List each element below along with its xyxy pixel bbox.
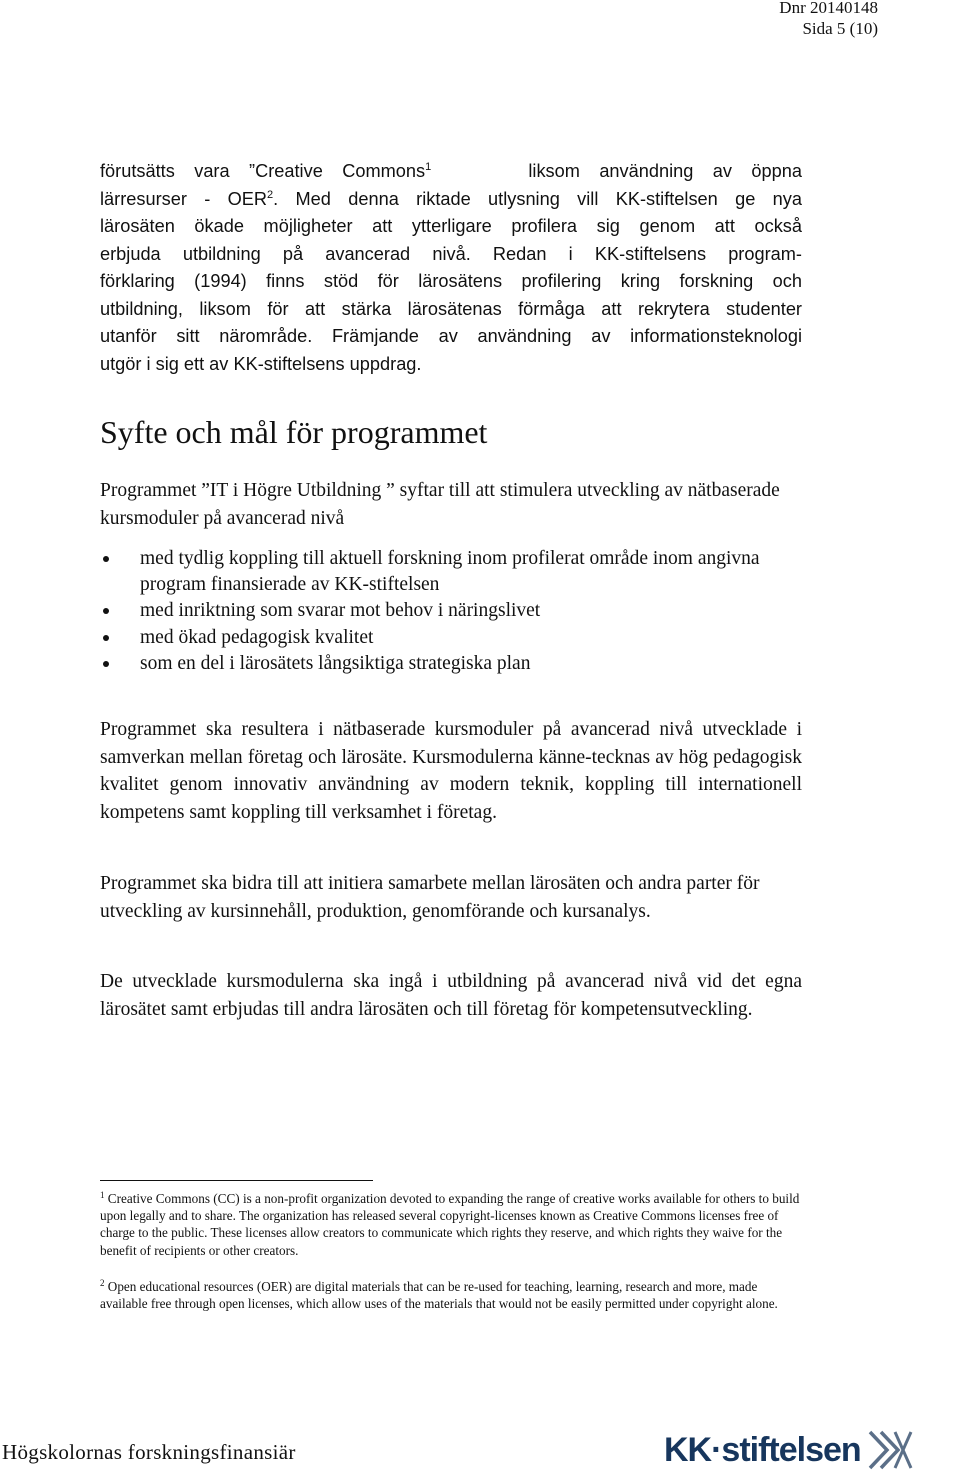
intro-line: lärresurser - OER	[100, 188, 268, 209]
footnote-ref-2[interactable]: 2	[267, 188, 274, 201]
list-item: med tydlig koppling till aktuell forskning inom profilerat område inom angivna program finansierade av KK-stiftelsen	[100, 546, 820, 598]
footnote-divider	[100, 1180, 373, 1181]
section-heading: Syfte och mål för programmet	[100, 414, 488, 450]
intro-line: förutsätts vara ”Creative Commons	[100, 161, 426, 181]
intro-line: utbildning, liksom för att stärka lärosätenas förmåga att rekrytera studenter	[100, 298, 802, 319]
list-item: som en del i lärosätets långsiktiga strategiska plan	[100, 651, 820, 677]
kk-chevron-mark-icon	[867, 1428, 913, 1472]
document-number: Dnr 20140148	[779, 0, 878, 17]
list-item: med inriktning som svarar mot behov i näringslivet	[100, 598, 820, 624]
goal-list	[100, 546, 820, 677]
page-number: Sida 5 (10)	[802, 19, 878, 38]
footnote-1	[100, 1190, 800, 1259]
footnote-text: Open educational resources (OER) are digital materials that can be re-used for teaching, learning, research and more, made available free through open licenses, which allow uses of the materials that would not be easily permitted under copyright alone.	[100, 1279, 778, 1312]
bullet-icon	[103, 661, 109, 667]
body-paragraph: Programmet ska bidra till att initiera samarbete mellan lärosäten och andra parter för utveckling av kursinnehåll, produktion, genomförande och kursanalys.	[100, 873, 760, 922]
footnote-mark: 2	[100, 1278, 105, 1288]
intro-line: utanför sitt närområde. Främjande av användning av informationsteknologi	[100, 326, 802, 346]
logo-wordmark: KK·stiftelsen	[664, 1430, 861, 1469]
intro-line: liksom användning av öppna	[528, 161, 802, 181]
intro-line: förklaring (1994) finns stöd för lärosätens profilering kring forskning och	[100, 271, 802, 291]
footnote-2	[100, 1278, 800, 1312]
footnote-mark: 1	[100, 1190, 105, 1200]
kk-stiftelsen-logo[interactable]	[664, 1425, 913, 1475]
intro-line: Redan i KK-stiftelsens program-	[470, 243, 802, 264]
intro-paragraph	[100, 158, 802, 378]
bullet-icon	[103, 635, 109, 641]
intro-line: . Med denna riktade utlysning vill KK-stiftelsen ge nya	[273, 188, 802, 209]
bullet-icon	[103, 556, 109, 562]
list-item: med ökad pedagogisk kvalitet	[100, 625, 820, 651]
intro-line: lärosäten ökade möjligheter att ytterligare profilera sig genom att också	[100, 216, 802, 236]
section-lead: Programmet ”IT i Högre Utbildning ” syftar till att stimulera utveckling av nätbaserade kursmoduler på avancerad nivå	[100, 480, 780, 529]
body-paragraph: Programmet ska resultera i nätbaserade kursmoduler på avancerad nivå utvecklade i samverkan mellan företag och lärosäte. Kursmodulerna känne-tecknas av hög pedagogisk kvalitet genom innovativ användning av modern teknik, koppling till internationell kompetens samt koppling till verksamhet i företag.	[100, 719, 802, 823]
intro-line: utgör i sig ett av KK-stiftelsens uppdrag.	[100, 353, 422, 374]
footnote-ref-1[interactable]: 1	[425, 161, 432, 173]
intro-line: erbjuda utbildning på avancerad nivå.	[100, 243, 471, 264]
body-paragraph: De utvecklade kursmodulerna ska ingå i utbildning på avancerad nivå vid det egna lärosätet samt erbjudas till andra lärosäten och till företag för kompetensutveckling.	[100, 971, 802, 1020]
footer-tagline: Högskolornas forskningsfinansiär	[2, 1440, 296, 1464]
bullet-icon	[103, 608, 109, 614]
footnote-text: Creative Commons (CC) is a non-profit organization devoted to expanding the range of creative works available for others to build upon legally and to share. The organization has released several copyright-licenses known as Creative Commons licenses free of charge to the public. These licenses allow creators to communicate which rights they reserve, and which rights they waive for the benefit of recipients or other creators.	[100, 1191, 800, 1258]
